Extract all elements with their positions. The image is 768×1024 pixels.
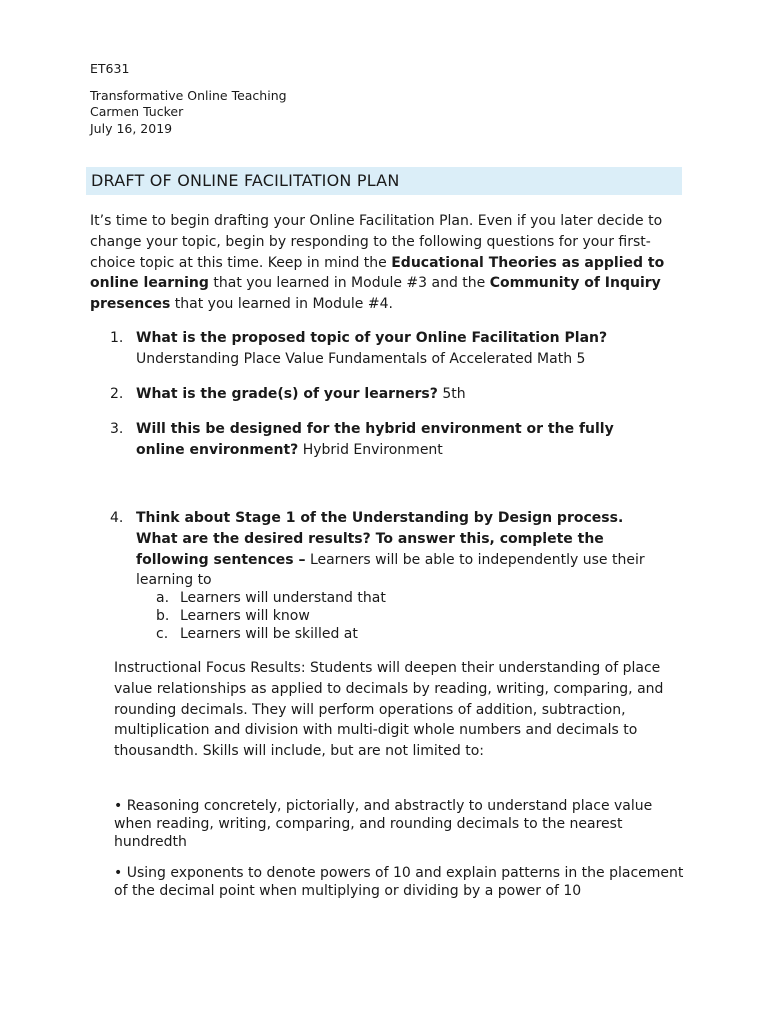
question-text: What is the proposed topic of your Online Facilitation Plan? bbox=[136, 330, 608, 346]
author-name: Carmen Tucker bbox=[90, 104, 184, 119]
subitem-c bbox=[156, 625, 358, 643]
subitem-a bbox=[156, 589, 386, 607]
question-number: 2. bbox=[110, 386, 124, 402]
intro-bold-1: Educational Theories as applied to online learning bbox=[90, 254, 665, 292]
course-code: ET631 bbox=[90, 61, 130, 76]
intro-text-1: It’s time to begin drafting your Online Facilitation Plan. Even if you later decide to change your topic, begin by responding to the following questions for your first-choice topic at this time. Keep in mind the bbox=[90, 213, 663, 271]
question-number: 1. bbox=[110, 330, 124, 346]
page-title: DRAFT OF ONLINE FACILITATION PLAN bbox=[91, 171, 400, 190]
intro-paragraph bbox=[90, 211, 690, 315]
subitem-text: Learners will be skilled at bbox=[180, 626, 358, 642]
question-2 bbox=[110, 384, 690, 405]
question-text: What is the grade(s) of your learners? bbox=[136, 386, 438, 402]
question-number: 4. bbox=[110, 510, 124, 526]
question-1 bbox=[110, 328, 690, 370]
subitem-letter: a. bbox=[156, 590, 170, 606]
question-answer: 5th bbox=[442, 386, 466, 402]
bullet-item: • Using exponents to denote powers of 10 and explain patterns in the placement of the decimal point when multiplying or dividing by a power of 10 bbox=[114, 865, 684, 899]
bullet-item: • Reasoning concretely, pictorially, and abstractly to understand place value when reading, writing, comparing, and rounding decimals to the nearest hundredth bbox=[114, 798, 653, 850]
question-text: Think about Stage 1 of the Understanding by Design process. What are the desired results? To answer this, complete the following sentences – bbox=[136, 510, 624, 568]
subitem-text: Learners will know bbox=[180, 608, 310, 624]
question-answer: Hybrid Environment bbox=[302, 441, 443, 458]
question-answer: Understanding Place Value Fundamentals of Accelerated Math 5 bbox=[136, 350, 586, 367]
question-3 bbox=[110, 419, 690, 461]
subitem-text: Learners will understand that bbox=[180, 590, 386, 606]
subitem-letter: b. bbox=[156, 608, 170, 624]
question-number: 3. bbox=[110, 421, 124, 437]
subitem-b bbox=[156, 607, 310, 625]
intro-text-2: that you learned in Module #3 and the bbox=[208, 275, 490, 292]
question-text: Will this be designed for the hybrid environment or the fully online environment? bbox=[136, 421, 614, 458]
question-answer: Learners will be able to independently use their learning to bbox=[136, 551, 645, 589]
question-4 bbox=[110, 508, 690, 591]
title-band bbox=[86, 167, 682, 195]
focus-paragraph: Instructional Focus Results: Students will deepen their understanding of place value relationships as applied to decimals by reading, writing, comparing, and rounding decimals. They will perform operations of addition, subtraction, multiplication and division with multi-digit whole numbers and decimals to thousandth. Skills will include, but are not limited to: bbox=[114, 660, 664, 760]
intro-text-3: that you learned in Module #4. bbox=[170, 296, 393, 313]
intro-bold-2: Community of Inquiry presences bbox=[90, 275, 661, 313]
document-date: July 16, 2019 bbox=[90, 121, 173, 136]
subitem-letter: c. bbox=[156, 626, 169, 642]
course-name: Transformative Online Teaching bbox=[90, 88, 287, 103]
